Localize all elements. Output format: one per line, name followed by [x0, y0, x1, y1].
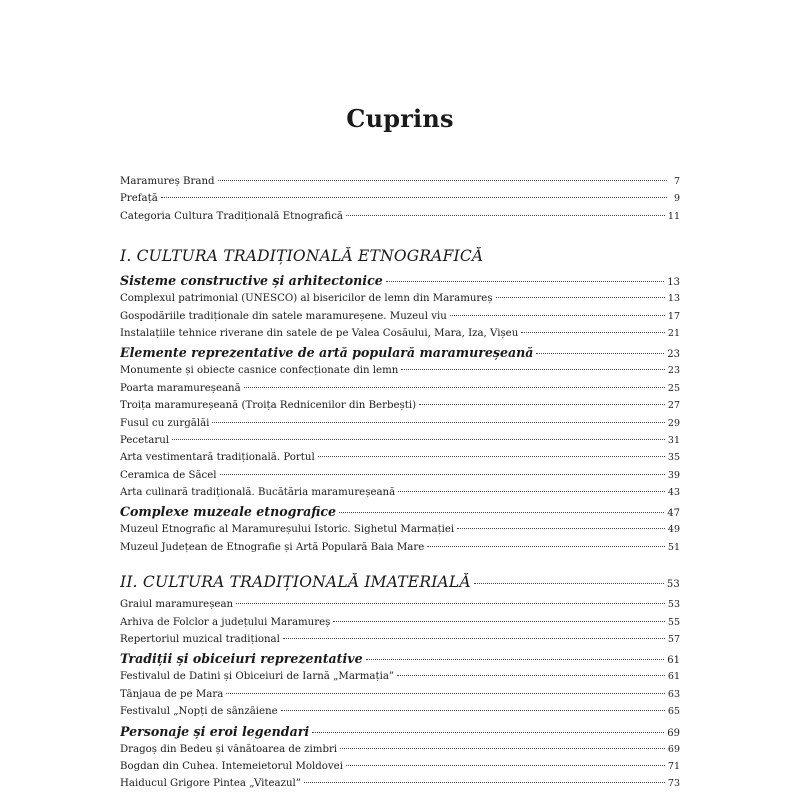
section-heading[interactable] [120, 504, 680, 524]
toc-entry-maramures-brand[interactable] [120, 176, 680, 193]
dot-leader [304, 781, 665, 783]
toc-entry[interactable] [120, 761, 680, 778]
section-title: Complexe muzeale etnografice [120, 504, 337, 520]
dot-leader [427, 545, 665, 547]
toc-entry-label: Maramureș Brand [120, 176, 215, 187]
toc-entry-label: Arta vestimentară tradițională. Portul [120, 452, 315, 464]
dot-leader [218, 179, 667, 181]
toc-entry-prefata[interactable] [120, 193, 680, 210]
toc-entry[interactable] [120, 744, 680, 761]
dot-leader [397, 674, 665, 676]
dot-leader [398, 490, 665, 492]
toc-entry-label: Fusul cu zurgălăi [120, 417, 210, 429]
toc-entry[interactable] [120, 599, 680, 616]
toc-entry-label: Prefață [120, 193, 158, 205]
dot-leader [450, 314, 665, 316]
toc-entry[interactable] [120, 634, 680, 651]
toc-entry-label: Gospodăriile tradiționale din satele maramureșene. Muzeul viu [120, 310, 447, 322]
toc-entry[interactable] [120, 689, 680, 706]
toc-entry[interactable] [120, 617, 680, 634]
dot-leader [496, 296, 665, 298]
dot-leader [212, 421, 665, 423]
toc-page-number: 61 [667, 671, 680, 683]
toc-page-number: 23 [667, 349, 680, 361]
toc-entry-label: Troița maramureșeană (Troița Rednicenilor din Berbești) [120, 400, 417, 412]
toc-entry[interactable] [120, 487, 680, 504]
toc-entry-label: Dragoș din Bedeu și vânătoarea de zimbri [120, 743, 338, 755]
toc-entry[interactable] [120, 311, 680, 328]
dot-leader [172, 438, 665, 440]
toc-page-number: 23 [667, 365, 680, 377]
toc-page-number: 39 [667, 469, 680, 481]
toc-entry-label: Tânjaua de pe Mara [120, 688, 224, 700]
toc-page-number: 61 [667, 655, 680, 667]
toc-entry[interactable] [120, 542, 680, 559]
toc-entry-label: Repertoriul muzical tradițional [120, 634, 280, 646]
chapter-heading-1[interactable] [120, 247, 680, 273]
toc-entry-label: Monumente și obiecte casnice confecționate din lemn [120, 365, 399, 377]
toc-page-number: 47 [667, 508, 680, 520]
table-of-contents [120, 176, 680, 796]
dot-leader [419, 403, 665, 405]
toc-page-number: 27 [667, 400, 680, 412]
toc-entry[interactable] [120, 418, 680, 435]
toc-entry-label: Complexul patrimonial (UNESCO) al bisericilor de lemn din Maramureș [120, 293, 493, 305]
dot-leader [536, 352, 664, 354]
toc-entry-categoria[interactable] [120, 211, 680, 228]
section-heading[interactable] [120, 651, 680, 671]
toc-entry[interactable] [120, 293, 680, 310]
page-title: Cuprins [346, 104, 454, 133]
dot-leader [401, 368, 665, 370]
toc-entry-label: Ceramica de Săcel [120, 469, 217, 481]
toc-page-number: 17 [667, 310, 680, 322]
dot-leader [521, 331, 665, 333]
toc-page-number: 69 [667, 727, 680, 739]
section-title: Personaje și eroi legendari [120, 723, 310, 739]
toc-entry-label: Bogdan din Cuhea. Întemeietorul Moldovei [120, 760, 343, 772]
toc-entry-label: Categoria Cultura Tradițională Etnografică [120, 210, 344, 222]
toc-entry-label: Graiul maramureșean [120, 599, 234, 611]
toc-page-number: 57 [667, 634, 680, 646]
toc-page-number: 11 [667, 210, 680, 222]
section-heading[interactable] [120, 345, 680, 365]
dot-leader [339, 511, 664, 513]
toc-page-number: 7 [673, 176, 680, 187]
dot-leader [161, 196, 667, 198]
toc-entry-label: Muzeul Județean de Etnografie și Artă Populară Baia Mare [120, 541, 425, 553]
toc-entry[interactable] [120, 706, 680, 723]
toc-entry-label: Arhiva de Folclor a județului Maramureș [120, 616, 331, 628]
toc-entry[interactable] [120, 671, 680, 688]
toc-page-number: 35 [667, 452, 680, 464]
toc-entry[interactable] [120, 778, 680, 795]
toc-page-number: 43 [667, 487, 680, 499]
dot-leader [386, 280, 665, 282]
toc-page-number: 49 [667, 524, 680, 536]
toc-entry-label: Pecetarul [120, 434, 170, 446]
toc-page-number: 29 [667, 417, 680, 429]
dot-leader [226, 692, 665, 694]
dot-leader [346, 764, 665, 766]
toc-entry-label: Muzeul Etnografic al Maramureșului Istoric. Sighetul Marmației [120, 524, 455, 536]
dot-leader [333, 620, 665, 622]
toc-page-number: 13 [667, 277, 680, 289]
toc-page-number: 71 [667, 760, 680, 772]
toc-entry-label: Poarta maramureșeană [120, 382, 241, 394]
dot-leader [318, 455, 665, 457]
dot-leader [457, 527, 665, 529]
section-title: Tradiții și obiceiuri reprezentative [120, 651, 363, 667]
chapter-title: I. CULTURA TRADIȚIONALĂ ETNOGRAFICĂ [120, 247, 484, 266]
toc-page-number: 69 [667, 743, 680, 755]
toc-page-number: 63 [667, 688, 680, 700]
toc-entry[interactable] [120, 435, 680, 452]
toc-entry-label: Festivalul „Nopți de sânzâiene [120, 706, 278, 718]
toc-entry[interactable] [120, 365, 680, 382]
dot-leader [283, 637, 665, 639]
dot-leader [281, 709, 665, 711]
toc-page-number: 31 [667, 434, 680, 446]
toc-page-number: 73 [667, 778, 680, 790]
toc-page-number: 53 [666, 579, 680, 591]
toc-page-number: 13 [667, 293, 680, 305]
toc-page-number: 25 [667, 382, 680, 394]
toc-entry[interactable] [120, 470, 680, 487]
toc-page-number: 51 [667, 541, 680, 553]
toc-entry[interactable] [120, 383, 680, 400]
section-heading[interactable] [120, 724, 680, 744]
toc-page-number: 65 [667, 706, 680, 718]
toc-entry-label: Festivalul de Datini și Obiceiuri de Iarnă „Marmația” [120, 671, 395, 683]
dot-leader [346, 214, 665, 216]
toc-entry-label: Haiducul Grigore Pintea „Viteazul” [120, 778, 301, 790]
toc-page-number: 9 [673, 193, 680, 205]
toc-entry[interactable] [120, 524, 680, 541]
toc-entry[interactable] [120, 452, 680, 469]
dot-leader [244, 386, 665, 388]
toc-entry[interactable] [120, 400, 680, 417]
dot-leader [220, 473, 665, 475]
section-title: Sisteme constructive și arhitectonice [120, 273, 383, 289]
section-title: Elemente reprezentative de artă populară maramureșeană [120, 345, 534, 361]
dot-leader [312, 731, 664, 733]
toc-entry-label: Arta culinară tradițională. Bucătăria maramureșeană [120, 487, 396, 499]
chapter-heading-2[interactable] [120, 573, 680, 599]
section-heading[interactable] [120, 273, 680, 293]
dot-leader [340, 747, 665, 749]
toc-entry-label: Instalațiile tehnice riverane din satele de pe Valea Cosăului, Mara, Iza, Vișeu [120, 327, 519, 339]
toc-page-number: 21 [667, 327, 680, 339]
chapter-title: II. CULTURA TRADIȚIONALĂ IMATERIALĂ [120, 573, 471, 592]
dot-leader [366, 658, 665, 660]
dot-leader [474, 582, 664, 584]
toc-page-number: 53 [667, 599, 680, 611]
toc-page-number: 55 [667, 616, 680, 628]
toc-entry[interactable] [120, 328, 680, 345]
dot-leader [236, 602, 665, 604]
